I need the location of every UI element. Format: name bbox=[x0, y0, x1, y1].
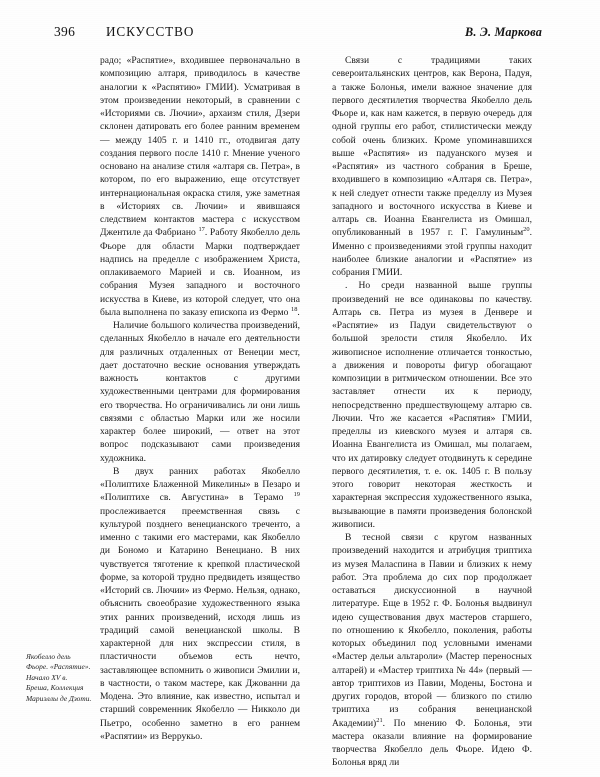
right-column bbox=[332, 54, 532, 769]
paragraph-text-continued: прослеживается преемственная связь с культурой позднего венецианского треченто, а именно с такими его мастерами, как Якобелло ди Бономо и Катарино Венециано. В них чувствуется тяготение к крепкой пластической форме, за которой трудно предвидеть изящество «Историй св. Лючии» из Фермо. Нельзя, однако, объяснить своеобразие художественного языка этих ранних произведений, исходя лишь из традиций самой венецианской школы. В характерной для них экспрессии стиля, в пластичности объемов есть нечто, заставляющее вспомнить о живописи Эмилии и, в частности, о таком мастере, как Джованни да Модена. Это влияние, как известно, испытал и старший современник Якобелло — Никколо ди Пьетро, особенно заметно в его раннем «Распятии» из Веррукьо. bbox=[100, 505, 300, 742]
running-author: В. Э. Маркова bbox=[465, 25, 542, 39]
paragraph bbox=[100, 465, 300, 743]
running-head bbox=[54, 24, 542, 42]
paragraph bbox=[332, 54, 532, 279]
paragraph-text: В тесной связи с кругом названных произведений находится и атрибуция триптиха из музея Маласпина в Павии и близких к нему работ. Эта проблема до сих пор продолжает оставаться дискуссионной в научной литературе. Еще в 1952 г. Ф. Болонья выдвинул идею существования двух мастеров старшего, по отношению к Якобелло, поколения, работы которых объединил под условными именами «Мастер дельи альтароли» (Мастер переносных алтарей) и «Мастер триптиха № 44» (первый — автор триптихов из Павии, Модены, Бостона и других городов, второй — близкого по стилю триптиха из собрания венецианской Академии) bbox=[332, 532, 532, 729]
footnote-marker: 17 bbox=[198, 226, 205, 234]
paragraph-text: В двух ранних работах Якобелло «Полиптихе Блаженной Микелины» в Пезаро и «Полиптихе св. Августина» в Терамо bbox=[100, 465, 300, 504]
footnote-marker: 20 bbox=[523, 226, 530, 234]
paragraph bbox=[100, 319, 300, 465]
footnote-marker: 21 bbox=[376, 716, 383, 724]
paragraph-text: Связи с традициями таких североитальянских центров, как Верона, Падуя, а также Болонья, имели важное значение для первого десятилетия творчества Якобелло дель Фьоре и, как нам кажется, в первую очередь для одной группы его работ, стилистически между собой очень близких. Кроме упоминавшихся выше «Распятия» из падуанского музея и «Распятия» из частного собрания в Бреше, входившего в композицию «Алтаря св. Петра», к ней следует отнести также пределлу из Музея западного и восточного искусства в Киеве и алтарь св. Иоанна Евангелиста из Омишал, опубликованный в 1957 г. Г. Гамулиным bbox=[332, 55, 532, 239]
paragraph-text: радо; «Распятие», входившее первоначально в композицию алтаря, приводилось в качестве аналогии к «Распятию» ГМИИ). Усматривая в этом произведении некоторый, в сравнении с «Историями св. Лючии», архаизм стиля, Дзери склонен датировать его более ранним временем — между 1405 г. и 1410 гг., отодвигая дату создания первого после 1410 г. Мнение ученого основано на анализе стиля «алтаря св. Петра», в котором, по его выражению, еще отсутствует интернациональная окраска стиля, уже заметная в «Историях св. Лючии» и явившаяся следствием контактов мастера с искусством Джентиле да Фабриано bbox=[100, 55, 300, 239]
paragraph bbox=[332, 279, 532, 531]
paragraph-text-continued: . По мнению Ф. Болонья, эти мастера оказали влияние на формирование творчества Якобелло дель Фьоре. Идею Ф. Болонья вряд ли bbox=[332, 717, 532, 769]
paragraph-text-continued: . Работу Якобелло дель Фьоре для области Марки подтверждает надпись на пределле с изображением Христа, оплакиваемого Марией и св. Иоанном, из собрания Музея западного и восточного искусства в Киеве, из которой следует, что она была выполнена по заказу епископа из Фермо bbox=[100, 227, 300, 318]
paragraph-text: Наличие большого количества произведений, сделанных Якобелло в начале его деятельности для различных отдаленных от Венеции мест, дает достаточно веские основания утверждать важность контактов с другими художественными центрами для формирования его творчества. Но ограничивались ли они лишь связями с областью Марки или же носили характер более широкий, — ответ на этот вопрос подсказывают сами произведения художника. bbox=[100, 320, 300, 464]
paragraph-text-continued: . Именно с произведениями этой группы находит наиболее близкие аналогии и «Распятие» из собрания ГМИИ. bbox=[332, 227, 532, 278]
page-number: 396 bbox=[54, 24, 76, 39]
body-columns bbox=[100, 54, 532, 769]
paragraph-text: . Но среди названной выше группы произведений не все одинаковы по качеству. Алтарь св. Петра из музея в Денвере и «Распятие» из Падуи свидетельствуют о большой зрелости стиля Якобелло. Их живописное исполнение отличается тонкостью, а движения и повороты фигур обогащают композиции в ритмическом отношении. Все это заставляет отнести их к периоду, непосредственно предшествующему алтарю св. Лючии. Что же касается «Распятия» ГМИИ, пределлы из киевского музея и алтаря св. Иоанна Евангелиста из Омишал, мы полагаем, что их датировку следует отодвинуть к середине первого десятилетия, т. е. ок. 1405 г. В пользу этого говорит некоторая жесткость и характерная экспрессия художественного языка, вызывающие в памяти произведения болонской живописи. bbox=[332, 280, 532, 530]
paragraph bbox=[100, 54, 300, 319]
footnote-marker: 18 bbox=[290, 305, 298, 313]
left-column bbox=[100, 54, 300, 766]
paragraph bbox=[332, 531, 532, 770]
running-title: ИСКУССТВО bbox=[106, 24, 195, 39]
footnote-marker: 19 bbox=[293, 491, 300, 499]
figure-caption: Якобелло дель Фьоре. «Распятие». Начало XV в. Бреша, Коллекция Мариэллы де Дзоти. bbox=[26, 652, 92, 703]
period: . bbox=[297, 306, 300, 318]
